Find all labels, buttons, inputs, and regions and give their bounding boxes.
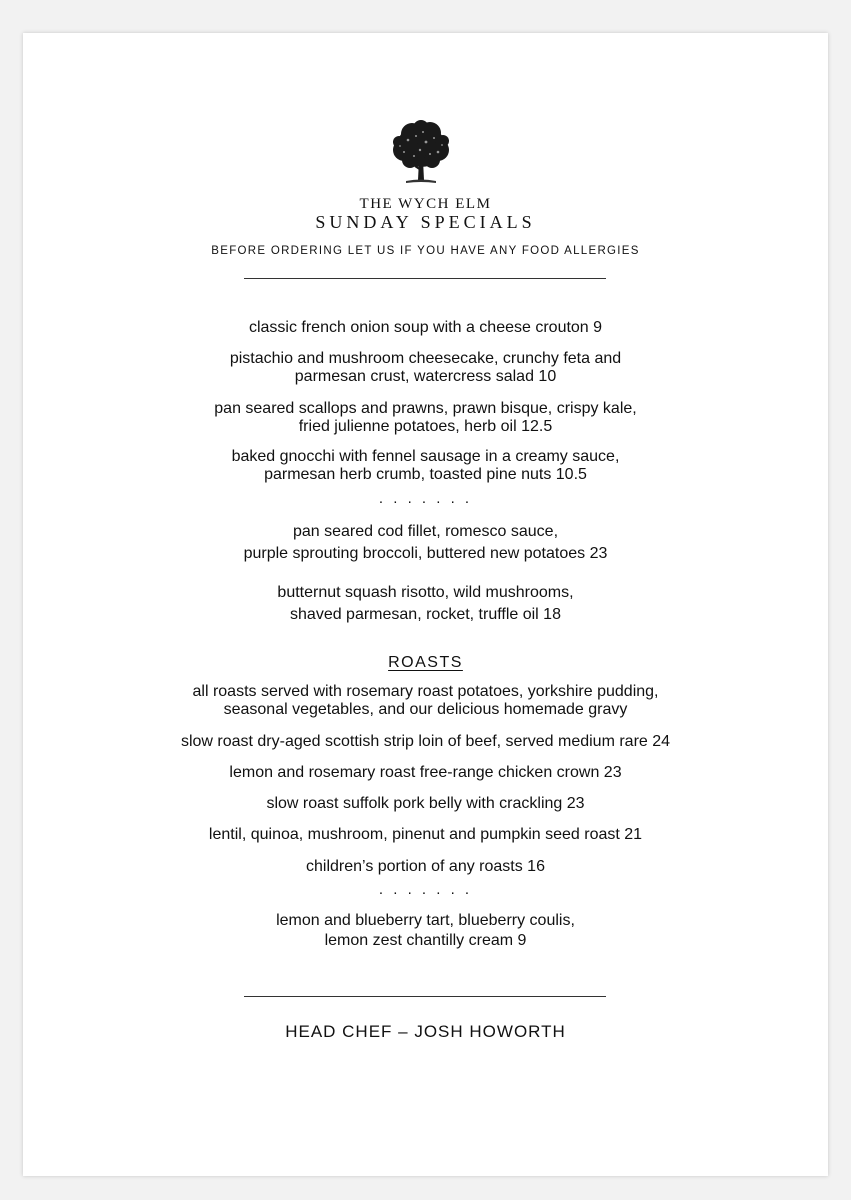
tree-logo-icon <box>390 120 452 188</box>
menu-item <box>23 319 828 337</box>
menu-item-line: shaved parmesan, rocket, truffle oil 18 <box>290 606 561 623</box>
menu-item-line: lemon and blueberry tart, blueberry coulis, <box>276 912 575 929</box>
menu-item-line: baked gnocchi with fennel sausage in a creamy sauce, <box>231 448 620 465</box>
roast-item: slow roast suffolk pork belly with crackling 23 <box>266 795 585 812</box>
menu-item <box>23 584 828 624</box>
roasts-intro <box>23 683 828 719</box>
page-title: SUNDAY SPECIALS <box>315 212 536 232</box>
roasts-heading <box>23 654 828 672</box>
menu-item <box>23 448 828 484</box>
roast-item: lentil, quinoa, mushroom, pinenut and pumpkin seed roast 21 <box>208 826 643 843</box>
menu-item-line: pan seared scallops and prawns, prawn bisque, crispy kale, <box>214 400 637 417</box>
roast-item: slow roast dry-aged scottish strip loin of beef, served medium rare 24 <box>180 733 671 750</box>
menu-item-line: parmesan crust, watercress salad 10 <box>294 368 557 385</box>
roasts-intro-line: all roasts served with rosemary roast potatoes, yorkshire pudding, <box>192 683 659 700</box>
menu-item-line: lemon zest chantilly cream 9 <box>324 932 527 949</box>
dot-separator: . . . . . . . <box>378 881 473 898</box>
menu-item-line: purple sprouting broccoli, buttered new potatoes 23 <box>243 545 608 562</box>
menu-item <box>23 523 828 563</box>
roast-item: children’s portion of any roasts 16 <box>306 858 545 875</box>
menu-item <box>23 350 828 386</box>
menu-item-line: pistachio and mushroom cheesecake, crunchy feta and <box>229 350 622 367</box>
menu-item-line: fried julienne potatoes, herb oil 12.5 <box>298 418 553 435</box>
top-divider <box>244 278 606 279</box>
roasts-heading-text: ROASTS <box>388 654 463 671</box>
menu-item-line: pan seared cod fillet, romesco sauce, <box>292 523 559 540</box>
menu-item-line: parmesan herb crumb, toasted pine nuts 10.5 <box>264 466 587 483</box>
menu-item-line: classic french onion soup with a cheese crouton 9 <box>248 319 603 336</box>
allergy-notice: BEFORE ORDERING LET US IF YOU HAVE ANY FOOD ALLERGIES <box>211 245 640 257</box>
roast-item: lemon and rosemary roast free-range chicken crown 23 <box>229 764 622 781</box>
menu-item <box>23 400 828 436</box>
menu-item <box>23 912 828 950</box>
venue-name: THE WYCH ELM <box>359 196 492 212</box>
bottom-divider <box>244 996 606 997</box>
menu-page <box>23 33 828 1176</box>
menu-item-line: butternut squash risotto, wild mushrooms, <box>277 584 574 601</box>
roasts-intro-line: seasonal vegetables, and our delicious homemade gravy <box>223 701 628 718</box>
head-chef-credit: HEAD CHEF – JOSH HOWORTH <box>285 1022 566 1041</box>
dot-separator: . . . . . . . <box>378 490 473 507</box>
